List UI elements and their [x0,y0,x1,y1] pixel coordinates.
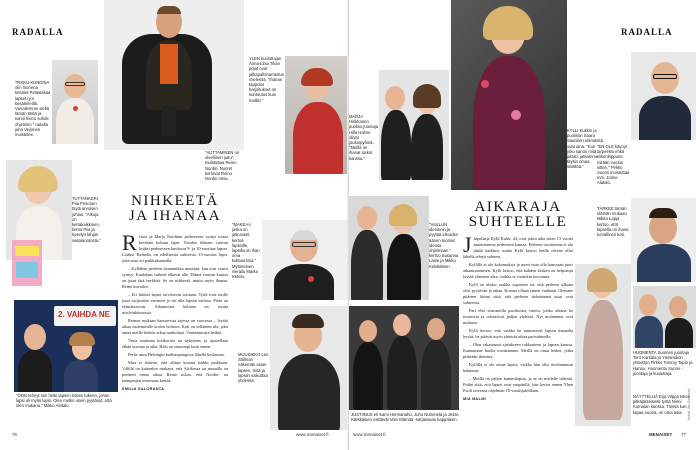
photo-bearded-man-right [631,198,696,282]
caption-ylen: YLEN kuuluttajan Anna-Liisa Tikan pojat ovat jalkapalloharrastus mielessä. "Ihanan tappolat harjoitukset on kuntoutus kuin malliin." [249,56,284,103]
caption-kylli: KYLLI Kukkin ja puolison Saara Saarinen elämässä ovat aina. "Kun joku sanoo mitä pitäisi, jatkamme täysin omaa sisältöä." [567,128,603,170]
photo-group-sign [14,300,118,392]
body-right-p6: – Olen rakastunut ajatukseen rakkauteen ja lapsen kanssa. Kannamme huolta toisistamme. Meillä on omat hetket, jotka pidetään ikuisina. [463,342,573,359]
photo-woman-dress [575,264,631,426]
dropcap-left: R [122,234,137,255]
sign-text: 2. VAIHDA NE [58,310,111,319]
dropcap-right: J [463,236,472,257]
body-right-p7: Kyllillä ei ole omaa lapsia, vaikka hän olisi mieluummin halunnut. [463,362,573,373]
body-left-p3: – Eri ikäiset lapset tarvitsevat toisiaan. Tytöt ovat molle juuri syrjästään vierineet ja vei ulla lapsen vaihtoa. Pieni on elämäntavoin. Aikamoista hulinaa on, mutta mieleinkiintoista. [122,292,228,315]
body-right-p2: Kyllillä ei ole kokemuksia ja moni osaa olla kanssaan juuri aikaansaamisen. Kylli kertoo, että kahden kesken on helpompi löytää yhteinen aika, vaikka se vaatiikin luovuutta. [463,262,573,279]
photo-musicians [349,306,459,410]
body-left-p1: elacs ja Marja Nordinin perheeseen syntyi toissa keväänä kolmas lapsi. Vuoden ikäinen vauvan lisäksi perheeseen kuuluvat 9- ja 10-vuotiaat lapset. Lisäksi Reinolla on edellisestä suhteesta 15-vuotias lapsi, joka asuu eri paikkakunnalla. [122,234,228,263]
caption-nayttelija: NÄYTTELIJÄ Eija Vilppa tekee pitkäjänteisesti työtä Ninni Kumalan kanssa. Töissä kun tapaa nuoria, on oma asia. [633,394,691,415]
photo-young-man [270,306,348,430]
body-left-p5: Vasta suurinna kotikorttia on nykyinen, ja ajastellaan tähän kuvaan ja aika. Halu on suurempi kuin ennen. [122,338,228,349]
caption-tarkee: TÄRKEE tämän elämän mukaan Mikko Lappi kertoo, että lapsella on ihana turvallinen koti. [597,206,629,238]
footer-url-left: www.menaiset.fi [296,432,329,437]
caption-auttaminen: "AUTTAMINEN on oleellinen juttu", muistuttaa Reino Nordin. Nuoret kertovat Reino Nordin omia. [205,150,240,182]
photo-pair-middle [349,196,429,300]
caption-hullun: "HULLUN ideoinnin ja pyytää ideoiden äänen tuomat ideoita ohjelmaan." kertoo Susanna Laine ja Mikko Kekäläinen. [429,222,459,269]
body-right-p3: Kylli on aluksi saakka sopineen eri, että perheen ulkona olisi pyytävän ja aikaa. Kotona ollaan ennen vanhaan. Olemme pitäneet kiinni siitä, että perheen tärkeimmät asiat ovat suhteessa. [463,282,573,305]
headline-left-line1: NIHKEETÄ [131,193,219,209]
body-right-p1: ääpelaaja Kylli Kukk, 44, ovat jokin aika sitten 13 vuotta muuttaneena perheensä kanssa. Perheen tavoitteena ei ole jättää kaikkea, mutta Kylli kertoo heillä olevan ollut lähellä tehtyä suhteen. [463,236,573,259]
caption-huomenta: HUOMENTA Suomen juontaja Tero Kartiala ja Yleisradion yhteistyö Pirkko Tommy Tapio ja Hannu. Huomenta Suomi -juontaja ja kuuluttaja. [633,350,693,376]
caption-justiinus: JUSTIINUS eli Sami Hermanaho, Juho Nummela ja Jesse Kärkkäinen esittävät Vain Elämää -sarjassaan kappaleen. [351,412,459,423]
body-left-p2: – Kyllähän perheen dynamiikka muuttuu, kun uusi vauva syntyy. Kuuluhan vaikeat alkuvat alle. Elämä vauvan kanssa on juuri tätä herkkää. Se on nihkeetä, mutta myös ihanaa, Reino kuvailee. [122,266,228,289]
section-label-left: RADALLA [12,27,64,37]
body-right-p8: – Meillä on paljon kummilapsia, ja se on mielelle tärkeää. Pidän siitä, että lapset ovat ympärillä, hän kertoi ennen Yhen Puoli oireensa ohjelman 10-vuotisjuhlillaan. [463,376,573,393]
caption-oon: "OON tehnyt niin hetki lapsen kotien tukeen, johon lapsi oli myös lapsi. Olen melko usein pyytänyt, että olen mukana." Mikko Alatalo. [16,393,112,409]
caption-marja: MARJA Hinkkanen puoliso juontaja Hilla Halme olivat joulunpyhinä. "Meillä on ihanat siskot kanssa." [349,114,379,161]
section-label-right: RADALLA [621,27,673,37]
body-right-p4: Pari ehti seurustella puolitoista vuotta, jonka aikana he testasivat ja reissasivat paljon yhdessä. Nyt molemmat ovat mukana. [463,308,573,325]
footer-label-right: MENAISET [649,432,673,437]
article-body-left [122,234,228,430]
body-left-p7: Mua ei häiritse, että ollaan kotona kaikki paikkaan. Välillä on kuitenkin mukava, että Afrikassa tai muualla on perheen omaa aikaa. Reino uskoo, että Nordin- tai kampanjan avoimuus kestää. [122,360,228,383]
headline-left-line2: JA IHANAA [128,208,222,224]
photo-pink-book [12,240,42,286]
photo-man-glasses [52,60,98,144]
body-right-p5: Kylli kertoo, että vaikka he tunnistavat lapsen kannalta hyvää, he pitävät myös yhteistä aikaa parisuhteelle. [463,328,573,339]
caption-tuttankeri: TUTTANKERI Piia Pesonen täytti arvoisen juhlan. "Alkuja on kertakaikkinen, kertoi Piia ja kyselyn lahjan vastaanotosta." [72,196,101,243]
article-body-right [463,236,573,422]
caption-en-ole: "EN OLE käynyt tarpeeksi ehkä viikonloppuna mitään vuosia sitten." Pirkko Suomi muistuttaa mm. Jonne Alatalo. [597,144,630,186]
caption-pikkukundi: "PIKKU-KUNDINA olin monena kesänä Pelastakaa lapset ry:n kesäleireillä. Vierailemme siellä tämän tästä ja toimii hieno suhde ohjelmiin." radalla juho Veijonen muistelee. [15,80,51,138]
photo-two-men [633,286,696,348]
headline-right-line1: AIKARAJA [474,199,562,215]
photo-woman-smile [451,0,567,190]
footer-url-right: www.menaiset.fi [353,432,386,437]
byline-left: EMILIA SALORANTA [122,387,165,391]
right-page [348,0,696,450]
headline-right [465,200,571,230]
photo-man-chair [104,0,244,150]
body-left-p4: Reinon mukaan haastavista arjessa on vuorossa – löytää aikaa molemmille kotien hoitoon. Koti on sellainen tila, joka antaa meille hetken aikaa rauhoittua. Vanhemmista hetkiä. [122,318,228,335]
caption-makeaa: "MAKEAA joska on jatkuvasti kertoa lapsiolle, lapsilla on ihan oma kulttuurinsa." Myönteinen vierailu Marko Ketelu. [232,222,260,280]
footer-page-number-left: 76 [12,432,18,437]
photo-woman-red-hair [285,56,348,174]
photo-man-beard [262,220,348,300]
caption-muusikko: MUUSIKKO Leo Stillman näkemän asian lapsen, mitä ja lapsiin vaikuttaa yhdessä. [238,352,269,384]
body-left-p6: Perhe asuu Helsingin kotikaupungissa lähellä keskustaa. [128,352,225,357]
photo-bald-man [631,52,696,140]
footer-page-number-right: 77 [681,432,687,437]
vertical-photo-credit: Kuvat: Ilta-Sanomat [687,389,691,420]
byline-right: MIA MALMI [463,397,487,401]
headline-left [122,194,228,224]
photo-couple [379,70,449,180]
headline-right-line2: SUHTEELLE [468,214,568,230]
